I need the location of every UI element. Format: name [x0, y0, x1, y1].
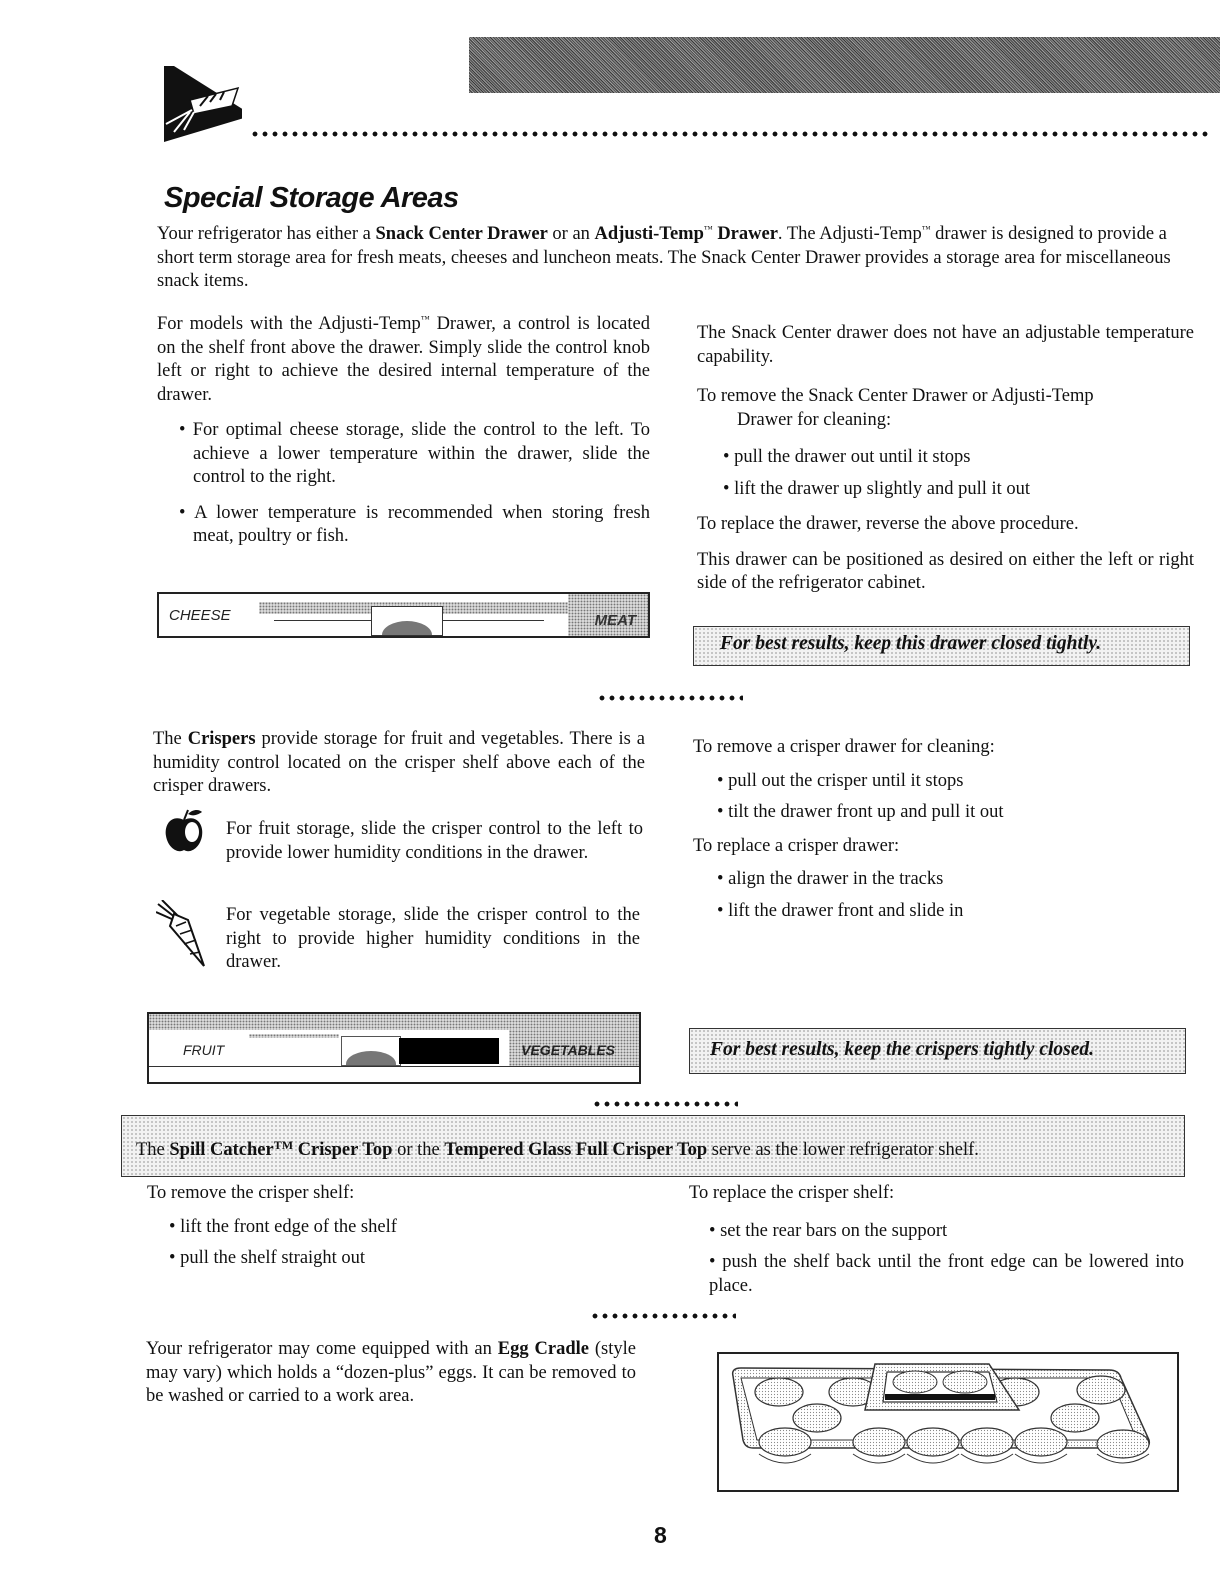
- apple-icon: [164, 808, 204, 859]
- bullet-item: • For optimal cheese storage, slide the control to the left. To achieve a lower temperature within the drawer, slide the control to the right.: [179, 420, 650, 487]
- header-halftone-bar: [469, 37, 1220, 93]
- carrot-icon: [156, 900, 208, 977]
- crispers-closed-note: For best results, keep the crispers tightly closed.: [689, 1028, 1186, 1074]
- fruit-storage-text: For fruit storage, slide the crisper control to the left to provide lower humidity conditions in the drawer.: [226, 819, 643, 863]
- intro-paragraph: Your refrigerator has either a Snack Center Drawer or an Adjusti-Temp™ Drawer. The Adjusti-Temp™ drawer is designed to provide a short term storage area for fresh meats, cheeses and luncheon meats. The Snack Center Drawer provides a storage area for miscellaneous snack items.: [157, 224, 1171, 291]
- egg-cradle-illustration: [717, 1352, 1179, 1492]
- page-title: Special Storage Areas: [164, 182, 459, 214]
- slider-knob[interactable]: [371, 606, 443, 636]
- bullet-item: • pull out the crisper until it stops: [717, 770, 964, 791]
- bullet-item: • push the shelf back until the front edge can be lowered into place.: [709, 1252, 1184, 1296]
- replace-intro: To replace a crisper drawer:: [693, 835, 900, 856]
- slider-right-label: VEGETABLES: [521, 1042, 615, 1058]
- crisper-top-banner: The Spill Catcher™ Crisper Top or the Tempered Glass Full Crisper Top serve as the lower refrigerator shelf.: [121, 1115, 1185, 1177]
- bullet-item: • A lower temperature is recommended when storing fresh meat, poultry or fish.: [179, 502, 650, 546]
- bullet-item: • lift the drawer up slightly and pull it out: [723, 478, 1031, 499]
- section-separator: [592, 1100, 738, 1108]
- slider-left-label: CHEESE: [169, 607, 231, 624]
- slider-fill: [399, 1038, 499, 1064]
- remove-intro: To remove the Snack Center Drawer or Adjusti-Temp Drawer for cleaning:: [697, 386, 1094, 430]
- crispers-section: [153, 728, 645, 799]
- humidity-control-slider[interactable]: [147, 1012, 641, 1084]
- temperature-control-slider[interactable]: [157, 592, 650, 638]
- header-dot-rule: [250, 130, 1210, 138]
- remove-intro: To remove a crisper drawer for cleaning:: [693, 737, 995, 757]
- remove-intro: To remove the crisper shelf:: [147, 1183, 355, 1203]
- replace-intro: To replace the crisper shelf:: [689, 1183, 895, 1203]
- snack-center-section: [697, 322, 1194, 596]
- bullet-item: • lift the drawer front and slide in: [717, 900, 964, 921]
- crisper-shelf-remove: [147, 1182, 627, 1271]
- section-separator: [597, 694, 743, 702]
- drawer-closed-note: For best results, keep this drawer closed tightly.: [693, 626, 1190, 666]
- slider-knob[interactable]: [341, 1036, 401, 1066]
- bullet-item: • pull the shelf straight out: [169, 1248, 366, 1268]
- adjusti-temp-section: [157, 308, 650, 549]
- bullet-item: • pull the drawer out until it stops: [723, 447, 971, 467]
- adjusti-temp-paragraph: For models with the Adjusti-Temp™ Drawer, a control is located on the shelf front above the drawer. Simply slide the control knob left or right to achieve the desired internal temperature of the drawer.: [157, 314, 650, 405]
- slider-right-label: MEAT: [594, 612, 636, 629]
- carrot-knife-icon: [160, 66, 244, 142]
- section-separator: [590, 1312, 736, 1320]
- position-text: This drawer can be positioned as desired on either the left or right side of the refrigerator cabinet.: [697, 549, 1194, 593]
- bullet-item: • lift the front edge of the shelf: [169, 1216, 397, 1237]
- vegetable-storage-text: For vegetable storage, slide the crisper control to the right to provide higher humidity conditions in the drawer.: [226, 905, 640, 972]
- bullet-item: • tilt the drawer front up and pull it out: [717, 802, 1004, 822]
- slider-track: [249, 1034, 339, 1038]
- crisper-removal-section: [693, 736, 1193, 923]
- crispers-paragraph: The Crispers provide storage for fruit and vegetables. There is a humidity control located on the crisper shelf above each of the crisper drawers.: [153, 729, 646, 796]
- replace-text: To replace the drawer, reverse the above procedure.: [697, 514, 1079, 534]
- bullet-item: • align the drawer in the tracks: [717, 869, 944, 889]
- slider-left-label: FRUIT: [183, 1042, 225, 1058]
- page-number: 8: [654, 1522, 667, 1548]
- snack-center-paragraph: The Snack Center drawer does not have an adjustable temperature capability.: [697, 323, 1194, 367]
- bullet-item: • set the rear bars on the support: [709, 1220, 948, 1241]
- egg-cradle-paragraph: Your refrigerator may come equipped with an Egg Cradle (style may vary) which holds a “dozen-plus” eggs. It can be removed to be washed or carried to a work area.: [146, 1339, 636, 1406]
- crisper-shelf-replace: [689, 1182, 1184, 1298]
